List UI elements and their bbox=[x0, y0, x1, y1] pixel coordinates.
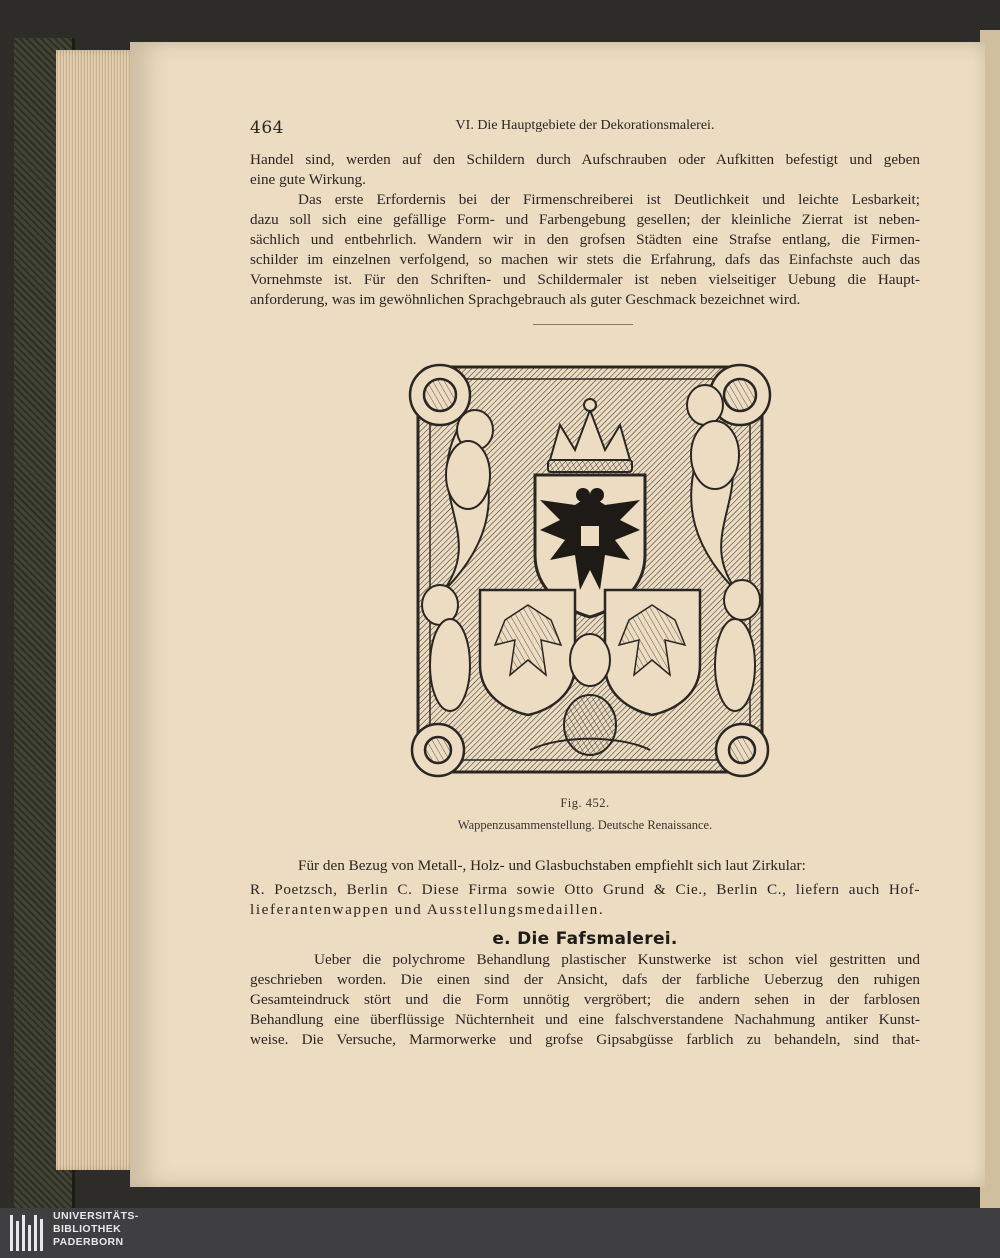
coat-of-arms-illustration bbox=[400, 355, 780, 785]
paragraph-4-line-1: Ueber die polychrome Behandlung plastischer Kunstwerke ist schon viel gestritten und bbox=[314, 951, 920, 968]
figure-caption: Wappenzusammenstellung. Deutsche Renaissance. bbox=[457, 818, 713, 832]
paragraph-4-line-5: weise. Die Versuche, Marmorwerke und grofse Gipsabgüsse farblich zu behandeln, sind that- bbox=[250, 1031, 920, 1048]
paragraph-3-line-3: lieferantenwappen und Ausstellungsmedaillen. bbox=[250, 901, 605, 918]
paragraph-2-line-2: dazu soll sich eine gefällige Form- und Farbengebung gesellen; der kleinliche Zierrat ist neben- bbox=[250, 211, 920, 228]
library-footer-bar bbox=[0, 1208, 1000, 1258]
figure-number: Fig. 452. bbox=[560, 796, 610, 810]
paragraph-3-line-2: R. Poetzsch, Berlin C. Diese Firma sowie Otto Grund & Cie., Berlin C., liefern auch Hof- bbox=[250, 881, 920, 898]
paragraph-4-line-4: Behandlung eine überflüssige Nüchternheit und eine falschverstandene Nachahmung antiker Kunst- bbox=[250, 1011, 920, 1028]
library-name-line-2: BIBLIOTHEK bbox=[53, 1223, 122, 1235]
library-logo-icon bbox=[8, 1211, 48, 1255]
paragraph-2-line-4: schilder im einzelnen verfolgend, so machen wir stets die Erfahrung, dafs das Einfachste auch das bbox=[250, 251, 920, 268]
paragraph-2-line-3: sächlich und entbehrlich. Wandern wir in den grofsen Städten eine Strafse entlang, die Firmen- bbox=[250, 231, 920, 248]
library-name-line-1: UNIVERSITÄTS- bbox=[53, 1210, 139, 1222]
separator-rule bbox=[533, 324, 633, 325]
paragraph-2-line-1: Das erste Erfordernis bei der Firmenschreiberei ist Deutlichkeit und leichte Lesbarkeit; bbox=[298, 191, 920, 208]
library-name-line-3: PADERBORN bbox=[53, 1236, 124, 1248]
paragraph-4-line-2: geschrieben worden. Die einen sind der Ansicht, dafs der farbliche Ueberzug den ruhigen bbox=[250, 971, 920, 988]
running-title: VI. Die Hauptgebiete der Dekorationsmalerei. bbox=[455, 118, 715, 133]
library-name bbox=[53, 1210, 139, 1249]
paragraph-2-line-5: Vornehmste ist. Für den Schriften- und Schildermaler ist neben vielseitiger Uebung die Haupt- bbox=[250, 271, 920, 288]
paragraph-2-line-6: anforderung, was im gewöhnlichen Sprachgebrauch als guter Geschmack bezeichnet wird. bbox=[250, 291, 801, 308]
section-heading: e. Die Fafsmalerei. bbox=[492, 929, 678, 949]
page-number: 464 bbox=[250, 118, 284, 138]
paragraph-1-line-2: eine gute Wirkung. bbox=[250, 171, 366, 188]
paragraph-3-line-1: Für den Bezug von Metall-, Holz- und Glasbuchstaben empfiehlt sich laut Zirkular: bbox=[298, 857, 806, 874]
paragraph-1-line-1: Handel sind, werden auf den Schildern durch Aufschrauben oder Aufkitten befestigt und geben bbox=[250, 151, 920, 168]
paragraph-4-line-3: Gesamteindruck stört und die Form unnötig vergröbert; die andern sehen in der farblosen bbox=[250, 991, 920, 1008]
